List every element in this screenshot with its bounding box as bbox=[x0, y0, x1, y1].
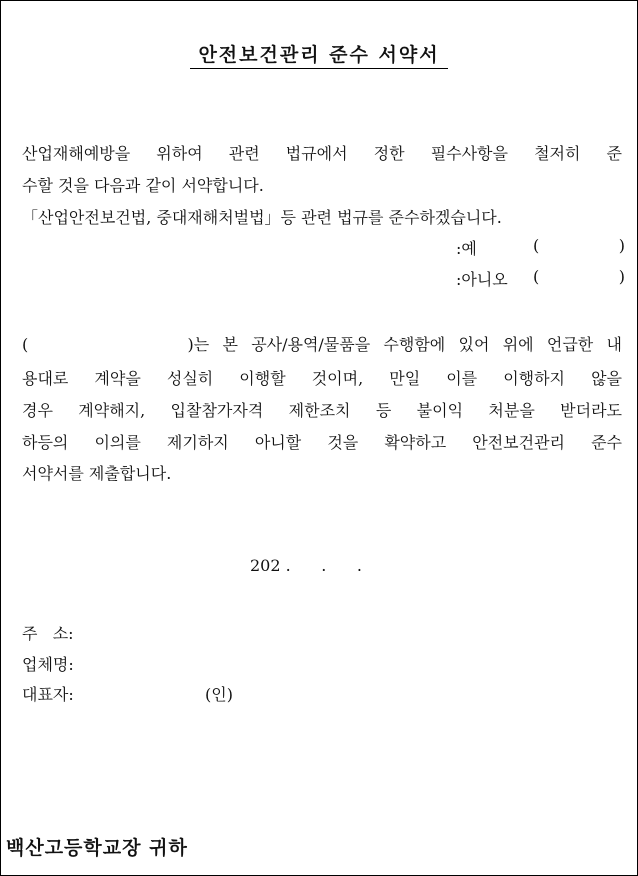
paren-open: ( bbox=[533, 236, 540, 255]
title-text: 안전보건관리 준수 서약서 bbox=[190, 44, 447, 69]
agreement-line-4: 하등의 이의를 제기하지 아니할 것을 확약하고 안전보건관리 준수 bbox=[22, 433, 622, 452]
pledge-line-3: 「산업안전보건법, 중대재해처벌법」등 관련 법규를 준수하겠습니다. bbox=[22, 208, 502, 227]
option-no-label: :아니오 bbox=[456, 270, 508, 289]
address-field-label: 주 소: bbox=[22, 624, 74, 643]
company-field-label: 업체명: bbox=[22, 655, 74, 674]
pledge-line-2: 수할 것을 다음과 같이 서약합니다. bbox=[22, 176, 264, 195]
paren-close: ) bbox=[618, 267, 625, 286]
agreement-line-1: ( )는 본 공사/용역/물품을 수행함에 있어 위에 언급한 내 bbox=[22, 335, 622, 354]
pledge-line-1: 산업재해예방을 위하여 관련 법규에서 정한 필수사항을 철저히 준 bbox=[22, 144, 622, 163]
option-yes-checkbox[interactable] bbox=[533, 236, 625, 255]
option-yes-label: :예 bbox=[456, 239, 477, 258]
paren-open: ( bbox=[533, 267, 540, 286]
date-line: 202 . . . bbox=[250, 556, 362, 575]
recipient-footer: 백산고등학교장 귀하 bbox=[6, 837, 188, 859]
agreement-line-3: 경우 계약해지, 입찰참가자격 제한조치 등 불이익 처분을 받더라도 bbox=[22, 401, 622, 420]
representative-field-label: 대표자: bbox=[22, 685, 74, 704]
paren-close: ) bbox=[618, 236, 625, 255]
agreement-line-2: 용대로 계약을 성실히 이행할 것이며, 만일 이를 이행하지 않을 bbox=[22, 369, 622, 388]
seal-mark: (인) bbox=[205, 685, 233, 704]
agreement-line-5: 서약서를 제출합니다. bbox=[22, 464, 172, 483]
option-no-checkbox[interactable] bbox=[533, 267, 625, 286]
document-title bbox=[0, 40, 638, 67]
